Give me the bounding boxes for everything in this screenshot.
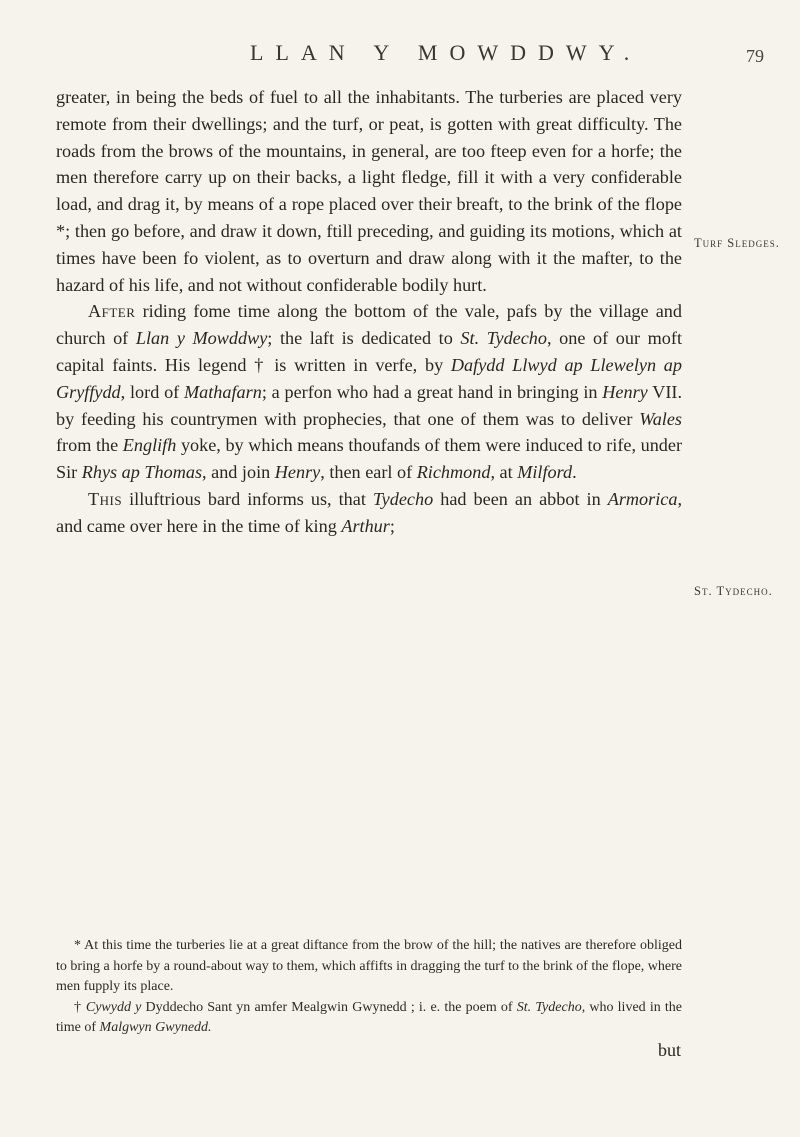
footnote-cywydd: † Cywydd y Dyddecho Sant yn amfer Mealgwin Gwynedd ; i. e. the poem of St. Tydecho, who lived in the time of Malgwyn Gwynedd.	[56, 999, 682, 1035]
paragraph-village: After riding fome time along the bottom of the vale, pafs by the village and church of Llan y Mowddwy; the laft is dedicated to St. Tydecho, one of our moft capital faints. His legend † is written in verfe, by Dafydd Llwyd ap Llewelyn ap Gryffydd, lord of Mathafarn; a perfon who had a great hand in bringing in Henry VII. by feeding his countrymen with prophecies, that one of them was to deliver Wales from the Englifh yoke, by which means thoufands of them were induced to rife, under Sir Rhys ap Thomas, and join Henry, then earl of Richmond, at Milford.	[56, 301, 683, 483]
main-text	[56, 84, 682, 540]
running-head: LLAN Y MOWDDWY.	[250, 40, 642, 65]
paragraph-bard: This illuftrious bard informs us, that Tydecho had been an abbot in Armorica, and came over here in the time of king Arthur;	[56, 488, 682, 536]
marginal-note-turf-sledges: Turf Sledges.	[694, 236, 780, 250]
catchword: but	[658, 1040, 682, 1060]
marginal-note-st-tydecho: St. Tydecho.	[694, 584, 773, 598]
footnote-turberies: * At this time the turberies lie at a great diftance from the brow of the hill; the natives are therefore obliged to bring a horfe by a round-about way to them, which affifts in dragging the turf to the brink of the flope, where men fupply its place.	[56, 938, 682, 994]
paragraph-turf: greater, in being the beds of fuel to all the inhabitants. The turberies are placed very remote from their dwellings; and the turf, or peat, is gotten with great difficulty. The roads from the brows of the mountains, in general, are too fteep even for a horfe; the men therefore carry up on their backs, a light fledge, fill it with a very confiderable load, and drag it, by means of a rope placed over their breaft, to the brink of the flope *; then go before, and draw it down, ftill preceding, and guiding its motions, which at times have been fo violent, as to overturn and draw along with it the mafter, to the hazard of his life, and not without confiderable bodily hurt.	[56, 87, 682, 295]
footnotes	[56, 936, 682, 1039]
page-number: 79	[746, 46, 764, 66]
